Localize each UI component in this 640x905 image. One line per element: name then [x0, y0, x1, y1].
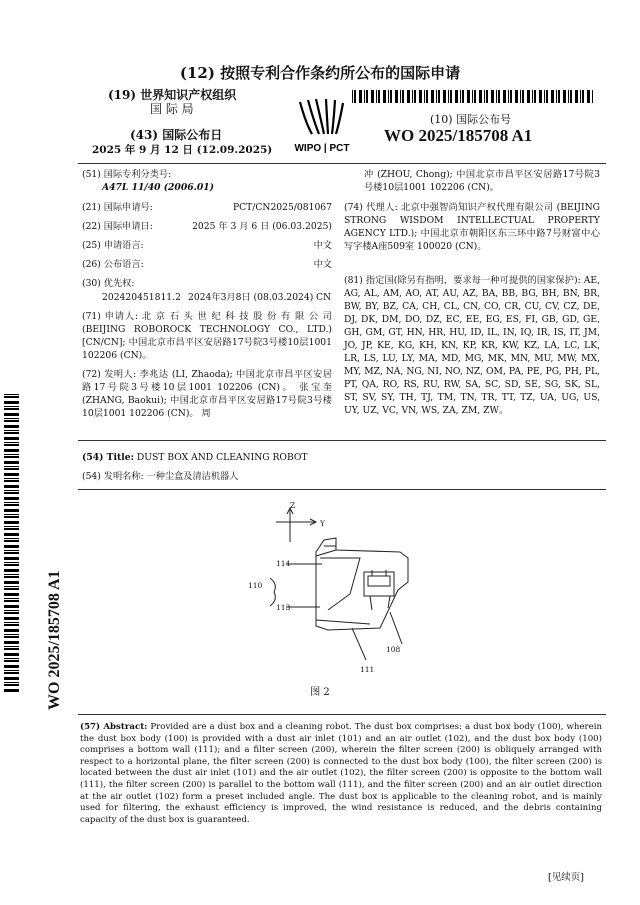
barcode-bar [4, 478, 19, 479]
axis-y-label: Y [320, 519, 325, 528]
barcode-bar [4, 581, 19, 584]
side-publication-number: WO 2025/185708 A1 [46, 570, 63, 710]
barcode-bar [4, 504, 19, 506]
barcode-bar [534, 90, 536, 103]
titles-rule-bottom [78, 489, 606, 490]
barcode-bar [455, 90, 458, 103]
barcode-bar [4, 665, 19, 668]
barcode-bar [4, 552, 19, 554]
publication-number: WO 2025/185708 A1 [384, 126, 533, 145]
field-25-value: 中文 [313, 240, 332, 251]
barcode-bar [4, 449, 19, 452]
barcode-bar [4, 521, 19, 524]
barcode-bar [4, 684, 19, 686]
barcode-bar [587, 90, 590, 103]
barcode-bar [4, 454, 19, 455]
barcode-bar [520, 90, 521, 103]
barcode-bar [412, 90, 413, 103]
barcode-bar [558, 90, 560, 103]
barcode-bar [4, 586, 19, 587]
barcode-bar [4, 492, 19, 494]
barcode-bar [592, 90, 593, 103]
barcode-bar [419, 90, 422, 103]
barcode-bar [4, 425, 19, 428]
barcode-bar [436, 90, 437, 103]
barcode-bar [402, 90, 404, 103]
header-rule [78, 163, 606, 164]
barcode-bar [4, 418, 19, 419]
barcode-bar [4, 516, 19, 518]
barcode-bar [4, 408, 19, 410]
barcode-bar [4, 413, 19, 416]
barcode-bar [395, 90, 398, 103]
field-26-value: 中文 [313, 259, 332, 270]
barcode-bar [4, 533, 19, 536]
barcode-bar [4, 670, 19, 671]
figure-caption: 图 2 [310, 687, 330, 698]
barcode-bar [4, 545, 19, 548]
abstract-label: (57) Abstract: [80, 722, 148, 732]
barcode-bar [4, 622, 19, 623]
barcode-bar [4, 612, 19, 614]
barcode-bar [4, 406, 19, 407]
barcode-bar [4, 550, 19, 551]
barcode-bar [472, 90, 473, 103]
barcode-bar [4, 420, 19, 422]
barcode-bar [496, 90, 497, 103]
barcode-bar [4, 624, 19, 626]
field-21-value: PCT/CN2025/081067 [232, 202, 332, 213]
barcode-bar [491, 90, 494, 103]
barcode-bar [4, 540, 19, 542]
organization-bureau: 国 际 局 [150, 102, 194, 116]
barcode-bar [376, 90, 377, 103]
barcode-bar [474, 90, 476, 103]
document-kind: (12) 按照专利合作条约所公布的国际申请 [179, 64, 461, 82]
barcode-bar [4, 526, 19, 527]
barcode-bar [486, 90, 488, 103]
barcode-bar [4, 557, 19, 560]
barcode-bar [4, 456, 19, 458]
patent-figure-2 [240, 500, 430, 680]
field-51-value: A47L 11/40 (2006.01) [102, 182, 214, 193]
logo-text: WIPO | PCT [294, 143, 350, 154]
barcode-bar [551, 90, 554, 103]
barcode-bar [4, 432, 19, 434]
label-113: 113 [276, 603, 291, 612]
title-en-label: (54) Title: [82, 452, 134, 463]
barcode-bar [556, 90, 557, 103]
label-108: 108 [386, 645, 401, 654]
barcode-bar [4, 514, 19, 515]
barcode-bar [527, 90, 530, 103]
barcode-bar [4, 574, 19, 575]
barcode-bar [4, 600, 19, 602]
barcode-bar [414, 90, 416, 103]
barcode-bar [532, 90, 533, 103]
barcode-bar [580, 90, 581, 103]
barcode-bar [438, 90, 440, 103]
barcode-bar [450, 90, 452, 103]
barcode-bar [515, 90, 518, 103]
priority-number: 202420451811.2 [102, 292, 181, 303]
barcode-bar [460, 90, 461, 103]
barcode-bar [4, 646, 19, 647]
barcode-bar [546, 90, 548, 103]
barcode-bar [4, 396, 19, 398]
publication-number-label: (10) 国际公布号 [430, 113, 512, 126]
title-zh-label: (54) 发明名称: [82, 471, 144, 482]
field-22-label: (22) 国际申请日: [82, 221, 153, 232]
barcode-bar [498, 90, 500, 103]
title-zh-value: 一种尘盒及清洁机器人 [146, 471, 239, 482]
barcode-bar [570, 90, 572, 103]
barcode-bar [575, 90, 578, 103]
field-21-label: (21) 国际申请号: [82, 202, 153, 213]
barcode-bar [544, 90, 545, 103]
barcode-bar [443, 90, 446, 103]
barcode-bar [4, 497, 19, 500]
label-114: 114 [276, 559, 291, 568]
barcode-bar [467, 90, 470, 103]
barcode-bar [4, 689, 19, 692]
axis-z-label: Z [290, 501, 296, 510]
barcode-bar [484, 90, 485, 103]
field-22-value: 2025 年 3 月 6 日 (06.03.2025) [192, 221, 332, 232]
barcode-bar [563, 90, 566, 103]
barcode-bar [4, 598, 19, 599]
barcode-bar [448, 90, 449, 103]
barcode-bar [431, 90, 434, 103]
abstract [80, 722, 602, 826]
organization-name: (19) 世界知识产权组织 [108, 88, 237, 102]
barcode-bar [4, 658, 19, 659]
barcode-bar [390, 90, 392, 103]
barcode-side [4, 394, 19, 694]
barcode-bar [371, 90, 374, 103]
field-81-designated-states: (81) 指定国(除另有指明，要求每一种可提供的国家保护): AE, AG, AL, AM, AO, AT, AU, AZ, BA, BB, BG, BH, BN, BR, BW, BY, BZ, CA, CH, CL, CN, CO, CR, CU, CV, CZ, DE, DJ, DK, DM, DO, DZ, EC, EE, EG, ES, FI, GB, GD, GE, GH, GM, GT, HN, HR, HU, ID, IL, IN, IQ, IR, IS, IT, JM, JO, JP, KE, KG, KH, KN, KP, KR, KW, KZ, LA, LC, LK, LR, LS, LU, LY, MA, MD, MG, MK, MN, MU, MW, MX, MY, MZ, NA, NG, NI, NO, NZ, OM, PA, PE, PG, PH, PL, PT, QA, RO, RS, RU, RW, SA, SC, SD, SE, SG, SK, SL, ST, SV, SY, TH, TJ, TM, TN, TR, TT, TZ, UA, UG, US, UY, UZ, VC, VN, WS, ZA, ZM, ZW。 [344, 275, 600, 416]
barcode-bar [4, 672, 19, 674]
barcode-bar [539, 90, 542, 103]
barcode-bar [508, 90, 509, 103]
barcode-bar [383, 90, 386, 103]
barcode-bar [4, 636, 19, 638]
barcode-bar [364, 90, 365, 103]
barcode-bar [4, 468, 19, 470]
priority-date: 2024年3月8日 (08.03.2024) [188, 292, 314, 303]
barcode-bar [503, 90, 506, 103]
barcode-bar [568, 90, 569, 103]
abstract-text: Provided are a dust box and a cleaning robot. The dust box comprises: a dust box body (100), wherein the dust box body (100) is provided with a dust air inlet (101) and an air outlet (102), and the dust box body (100) comprises a bottom wall (111); and a filter screen (200), wherein the filter screen (200) is obliquely arranged with respect to a horizontal plane, the filter screen (200) is connected to the dust box body (100), the filter screen (200) is located between the dust air inlet (101) and the air outlet (102), the filter screen (200) is opposite to the bottom wall (111), the filter screen (200) is parallel to the bottom wall (111), and the filter screen (200) and an air outlet direction at the air outlet (102) form a preset included angle. The dust box is applicable to the cleaning robot, and is mainly used for filtering, the exhaust efficiency is improved, the wind resistance is reduced, and the debris containing capacity of the dust box is guaranteed. [80, 722, 602, 825]
barcode-bar [366, 90, 368, 103]
inventor-continued: 冲 (ZHOU, Chong); 中国北京市昌平区安居路17号院3号楼10层1001 102206 (CN)。 [364, 169, 600, 193]
barcode-bar [4, 653, 19, 656]
barcode-bar [4, 562, 19, 563]
barcode-bar [4, 466, 19, 467]
barcode-bar [359, 90, 362, 103]
barcode-bar [4, 502, 19, 503]
barcode-top [352, 90, 594, 103]
field-25-label: (25) 申请语言: [82, 240, 144, 251]
barcode-bar [4, 576, 19, 578]
barcode-bar [378, 90, 380, 103]
publication-date: 2025 年 9 月 12 日 (12.09.2025) [92, 144, 273, 156]
barcode-bar [4, 569, 19, 572]
wipo-pct-logo [286, 96, 358, 156]
title-zh [82, 470, 238, 483]
barcode-bar [4, 617, 19, 620]
barcode-bar [4, 509, 19, 512]
barcode-bar [4, 629, 19, 632]
barcode-bar [4, 605, 19, 608]
barcode-bar [4, 634, 19, 635]
field-72-inventors: (72) 发明人: 李兆达 (LI, Zhaoda); 中国北京市昌平区安居路17号院3号楼10层1001 102206 (CN)。 张宝奎 (ZHANG, Baokui); 中国北京市昌平区安居路17号院3号楼10层1001 102206 (CN)。 周 [82, 369, 332, 419]
barcode-bar [4, 461, 19, 464]
barcode-bar [4, 588, 19, 590]
barcode-bar [4, 430, 19, 431]
barcode-bar [426, 90, 428, 103]
barcode-bar [4, 401, 19, 404]
barcode-bar [4, 394, 19, 395]
barcode-bar [4, 437, 19, 440]
field-30-label: (30) 优先权: [82, 278, 135, 289]
field-71-applicant: (71) 申请人: 北 京 石 头 世 纪 科 技 股 份 有 限 公 司 (BEIJING ROBOROCK TECHNOLOGY CO., LTD.) [CN/CN]; 中国北京市昌平区安居路17号院3号楼10层1001 102206 (CN)。 [82, 311, 332, 361]
barcode-bar [582, 90, 584, 103]
barcode-bar [522, 90, 524, 103]
barcode-bar [4, 485, 19, 488]
barcode-bar [424, 90, 425, 103]
label-110: 110 [248, 581, 263, 590]
barcode-bar [4, 442, 19, 443]
barcode-bar [4, 538, 19, 539]
title-en-value: DUST BOX AND CLEANING ROBOT [136, 452, 308, 463]
barcode-bar [407, 90, 410, 103]
barcode-bar [510, 90, 512, 103]
barcode-bar [4, 648, 19, 650]
barcode-bar [4, 528, 19, 530]
barcode-bar [4, 610, 19, 611]
titles-rule-top [78, 440, 606, 441]
barcode-bar [4, 444, 19, 446]
field-51-label: (51) 国际专利分类号: [82, 169, 172, 180]
barcode-bar [388, 90, 389, 103]
barcode-bar [4, 593, 19, 596]
barcode-bar [4, 641, 19, 644]
barcode-bar [4, 677, 19, 680]
label-111: 111 [360, 665, 375, 674]
field-74-agent: (74) 代理人: 北京中强智尚知识产权代理有限公司 (BEIJING STRONG WISDOM INTELLECTUAL PROPERTY AGENCY LTD.); 中国北京市朝阳区东三环中路7号财富中心写字楼A座509室 100020 (CN)。 [344, 202, 600, 252]
barcode-bar [4, 473, 19, 476]
barcode-bar [4, 480, 19, 482]
field-26-label: (26) 公布语言: [82, 259, 144, 270]
title-en [82, 451, 308, 464]
barcode-bar [462, 90, 464, 103]
barcode-bar [400, 90, 401, 103]
barcode-bar [4, 682, 19, 683]
abstract-rule [78, 714, 606, 715]
barcode-bar [4, 564, 19, 566]
publication-date-label: (43) 国际公布日 [130, 128, 223, 142]
barcode-bar [479, 90, 482, 103]
barcode-bar [4, 660, 19, 662]
priority-country: CN [316, 292, 332, 303]
continued-note: [见续页] [548, 872, 584, 883]
barcode-bar [4, 490, 19, 491]
